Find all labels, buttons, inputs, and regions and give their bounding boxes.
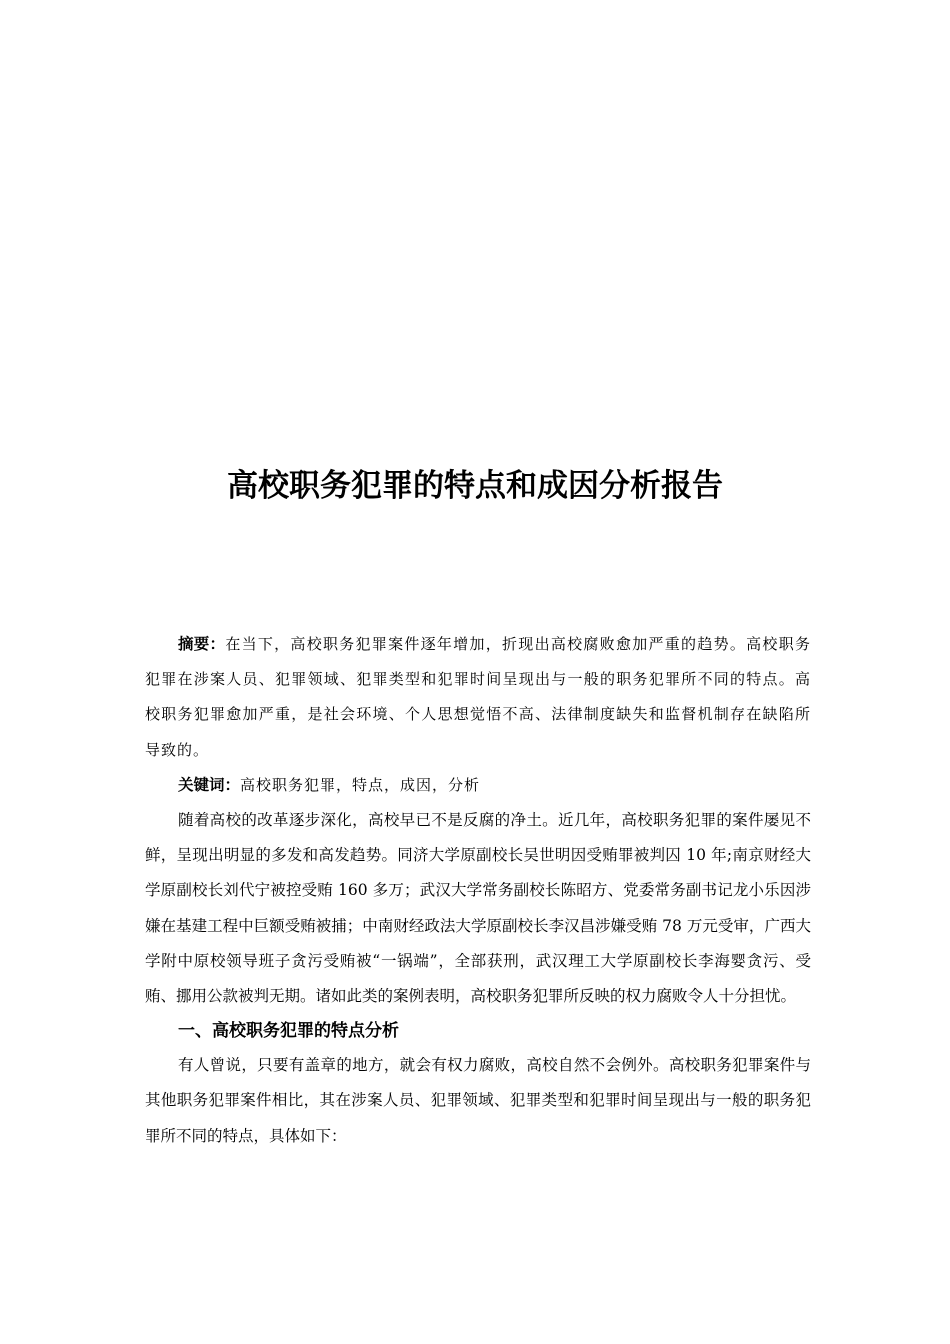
keywords-paragraph	[145, 768, 811, 803]
abstract-text: 在当下，高校职务犯罪案件逐年增加，折现出高校腐败愈加严重的趋势。高校职务犯罪在涉案人员、犯罪领域、犯罪类型和犯罪时间呈现出与一般的职务犯罪所不同的特点。高校职务犯罪愈加严重，是社会环境、个人思想觉悟不高、法律制度缺失和监督机制存在缺陷所导致的。	[145, 635, 811, 759]
section-paragraph: 有人曾说，只要有盖章的地方，就会有权力腐败，高校自然不会例外。高校职务犯罪案件与其他职务犯罪案件相比，其在涉案人员、犯罪领域、犯罪类型和犯罪时间呈现出与一般的职务犯罪所不同的特点，具体如下：	[145, 1056, 811, 1145]
section-heading: 一、高校职务犯罪的特点分析	[178, 1021, 399, 1042]
keywords-text: 高校职务犯罪，特点，成因，分析	[240, 775, 481, 794]
keywords-label: 关键词：	[178, 775, 241, 794]
document-title: 高校职务犯罪的特点和成因分析报告	[227, 468, 723, 504]
abstract-label: 摘要：	[178, 635, 226, 653]
abstract-paragraph	[145, 627, 811, 768]
document-body	[145, 627, 811, 1154]
intro-paragraph: 随着高校的改革逐步深化，高校早已不是反腐的净土。近几年，高校职务犯罪的案件屡见不鲜，呈现出明显的多发和高发趋势。同济大学原副校长吴世明因受贿罪被判囚 10 年;南京财经大学原副校长刘代宁被控受贿 160 多万；武汉大学常务副校长陈昭方、党委常务副书记龙小乐因涉嫌在基建工程中巨额受贿被捕；中南财经政法大学原副校长李汉昌涉嫌受贿 78 万元受审，广西大学附中原校领导班子贪污受贿被“一锅端”，全部获刑，武汉理工大学原副校长李海婴贪污、受贿、挪用公款被判无期。诸如此类的案例表明，高校职务犯罪所反映的权力腐败令人十分担忧。	[145, 811, 811, 1006]
